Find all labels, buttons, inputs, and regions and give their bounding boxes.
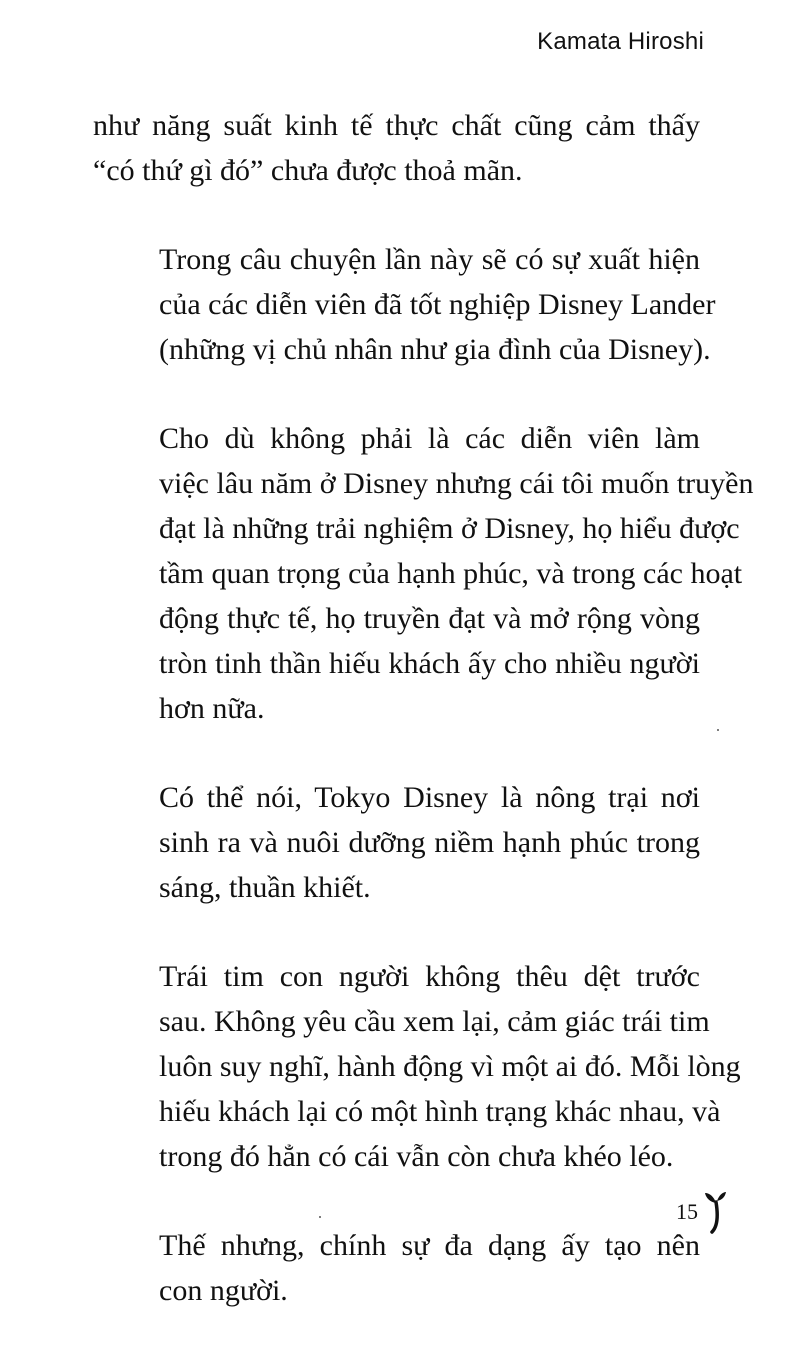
paragraph <box>93 103 700 193</box>
text-line: Có thể nói, Tokyo Disney là nông trại nơi <box>159 781 700 814</box>
text-line: sáng, thuần khiết. <box>159 871 371 904</box>
paragraph <box>93 954 741 1179</box>
text-line: trong đó hẳn có cái vẫn còn chưa khéo léo. <box>159 1140 674 1173</box>
page-footer <box>676 1190 728 1234</box>
text-line: Cho dù không phải là các diễn viên làm <box>159 422 700 455</box>
text-line: Trái tim con người không thêu dệt trước <box>159 960 700 993</box>
text-line: như năng suất kinh tế thực chất cũng cảm thấy <box>93 109 700 142</box>
text-line: Trong câu chuyện lần này sẽ có sự xuất hiện <box>159 243 700 276</box>
text-line: con người. <box>159 1274 288 1307</box>
running-header: Kamata Hiroshi <box>537 28 704 55</box>
text-line: hiếu khách lại có một hình trạng khác nhau, và <box>159 1095 721 1128</box>
text-line: đạt là những trải nghiệm ở Disney, họ hiểu được <box>159 512 740 545</box>
text-line: sau. Không yêu cầu xem lại, cảm giác trái tim <box>159 1005 710 1038</box>
text-line: hơn nữa. <box>159 692 265 725</box>
paragraph <box>93 1223 700 1313</box>
text-line: của các diễn viên đã tốt nghiệp Disney Lander <box>159 288 716 321</box>
text-line: sinh ra và nuôi dưỡng niềm hạnh phúc trong <box>159 826 700 859</box>
sprout-icon <box>702 1190 728 1234</box>
text-line: luôn suy nghĩ, hành động vì một ai đó. Mỗi lòng <box>159 1050 741 1083</box>
text-line: “có thứ gì đó” chưa được thoả mãn. <box>93 154 523 187</box>
paragraph <box>93 237 716 372</box>
text-line: tầm quan trọng của hạnh phúc, và trong các hoạt <box>159 557 743 590</box>
print-speck <box>717 729 719 731</box>
body-text <box>93 103 754 1357</box>
text-line: Thế nhưng, chính sự đa dạng ấy tạo nên <box>159 1229 700 1262</box>
paragraph <box>93 416 754 731</box>
paragraph <box>93 775 700 910</box>
text-line: (những vị chủ nhân như gia đình của Disney). <box>159 333 711 366</box>
text-line: tròn tinh thần hiếu khách ấy cho nhiều người <box>159 647 700 680</box>
print-speck <box>319 1216 321 1218</box>
page-number: 15 <box>676 1199 698 1224</box>
text-line: việc lâu năm ở Disney nhưng cái tôi muốn truyền <box>159 467 754 500</box>
text-line: động thực tế, họ truyền đạt và mở rộng vòng <box>159 602 700 635</box>
